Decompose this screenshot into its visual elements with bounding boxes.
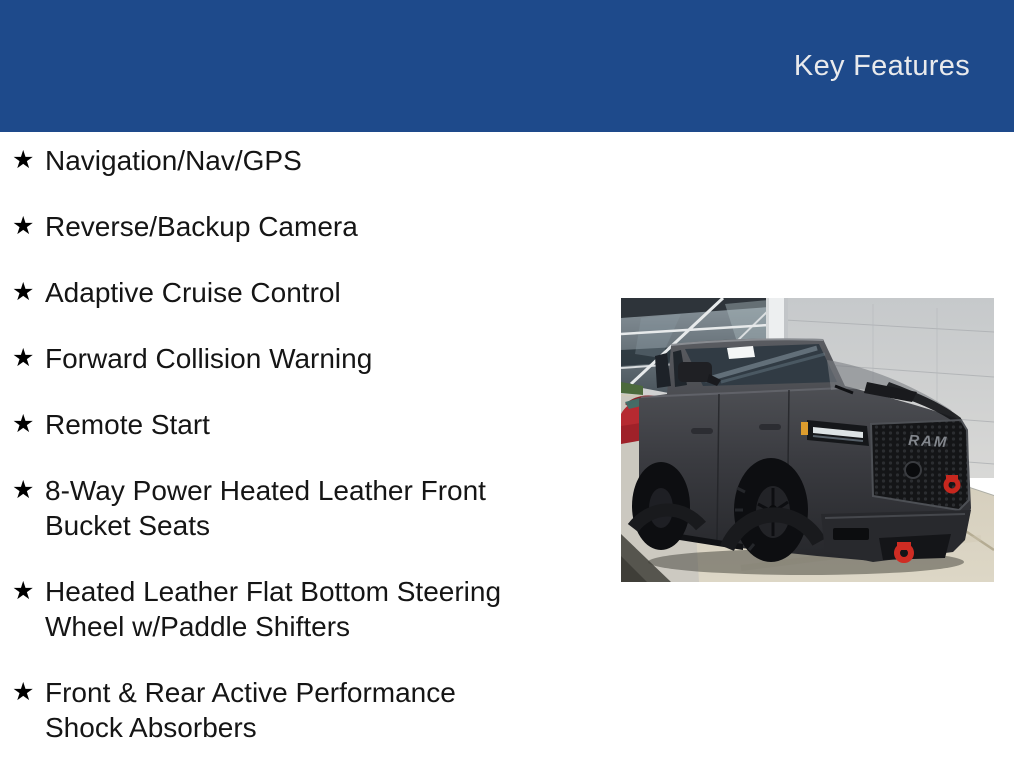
star-bullet-icon: ★ xyxy=(12,678,35,706)
feature-text: Remote Start xyxy=(45,409,210,440)
door-handle xyxy=(691,428,713,434)
page-title: Key Features xyxy=(793,49,970,82)
star-bullet-icon: ★ xyxy=(12,577,35,605)
header-band xyxy=(0,0,1014,132)
door-handle xyxy=(759,424,781,430)
feature-item xyxy=(12,143,572,178)
feature-item xyxy=(12,473,572,543)
feature-item xyxy=(12,675,572,745)
features-section xyxy=(12,143,572,768)
feature-text: 8-Way Power Heated Leather Front Bucket Seats xyxy=(45,475,486,541)
windshield-sticker xyxy=(727,346,755,359)
amber-marker-light xyxy=(801,422,808,435)
star-bullet-icon: ★ xyxy=(12,212,35,240)
vehicle-photo xyxy=(621,298,994,582)
star-bullet-icon: ★ xyxy=(12,410,35,438)
star-bullet-icon: ★ xyxy=(12,278,35,306)
star-bullet-icon: ★ xyxy=(12,476,35,504)
truck-grille xyxy=(871,420,969,510)
star-bullet-icon: ★ xyxy=(12,344,35,372)
feature-text: Adaptive Cruise Control xyxy=(45,277,341,308)
feature-text: Forward Collision Warning xyxy=(45,343,373,374)
vehicle-photo-graphic xyxy=(621,298,994,582)
feature-text: Navigation/Nav/GPS xyxy=(45,145,302,176)
feature-text: Reverse/Backup Camera xyxy=(45,211,358,242)
feature-item xyxy=(12,341,572,376)
feature-text: Front & Rear Active Performance Shock Absorbers xyxy=(45,677,456,743)
feature-item xyxy=(12,407,572,442)
grille-badge-text: RAM xyxy=(907,432,949,452)
features-list xyxy=(12,143,572,745)
feature-text: Heated Leather Flat Bottom Steering Wheel w/Paddle Shifters xyxy=(45,576,502,642)
feature-item xyxy=(12,275,572,310)
feature-item xyxy=(12,574,572,644)
feature-item xyxy=(12,209,572,244)
star-bullet-icon: ★ xyxy=(12,146,35,174)
fog-light-slot xyxy=(833,528,869,540)
